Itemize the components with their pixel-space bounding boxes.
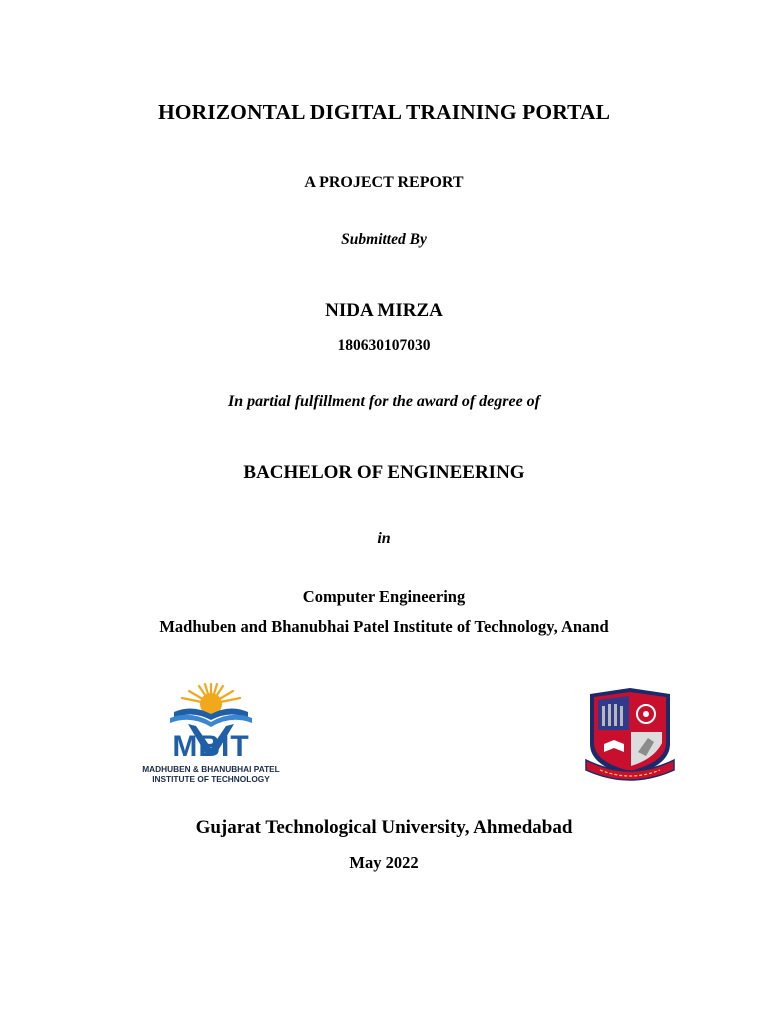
- mbit-short-name: MBIT: [172, 730, 250, 763]
- mbit-name-line2: INSTITUTE OF TECHNOLOGY: [152, 774, 270, 784]
- report-title: HORIZONTAL DIGITAL TRAINING PORTAL: [157, 100, 611, 124]
- university-name: Gujarat Technological University, Ahmedabad: [195, 817, 573, 838]
- branch-name: Computer Engineering: [302, 587, 466, 606]
- author-name: NIDA MIRZA: [325, 300, 443, 321]
- mbit-logo: [136, 664, 286, 796]
- degree-name: BACHELOR OF ENGINEERING: [243, 462, 525, 483]
- submitted-by-label: Submitted By: [341, 231, 427, 248]
- fulfillment-statement: In partial fulfillment for the award of degree of: [228, 393, 540, 410]
- institute-name: Madhuben and Bhanubhai Patel Institute of Technology, Anand: [159, 617, 609, 636]
- report-subtitle: A PROJECT REPORT: [304, 174, 464, 191]
- gtu-crest-icon: [582, 686, 678, 788]
- enrollment-number: 180630107030: [337, 337, 431, 354]
- in-label: in: [377, 530, 391, 547]
- submission-date: May 2022: [349, 853, 419, 872]
- mbit-name-line1: MADHUBEN & BHANUBHAI PATEL: [142, 764, 280, 774]
- gtu-crest-logo: [582, 686, 678, 788]
